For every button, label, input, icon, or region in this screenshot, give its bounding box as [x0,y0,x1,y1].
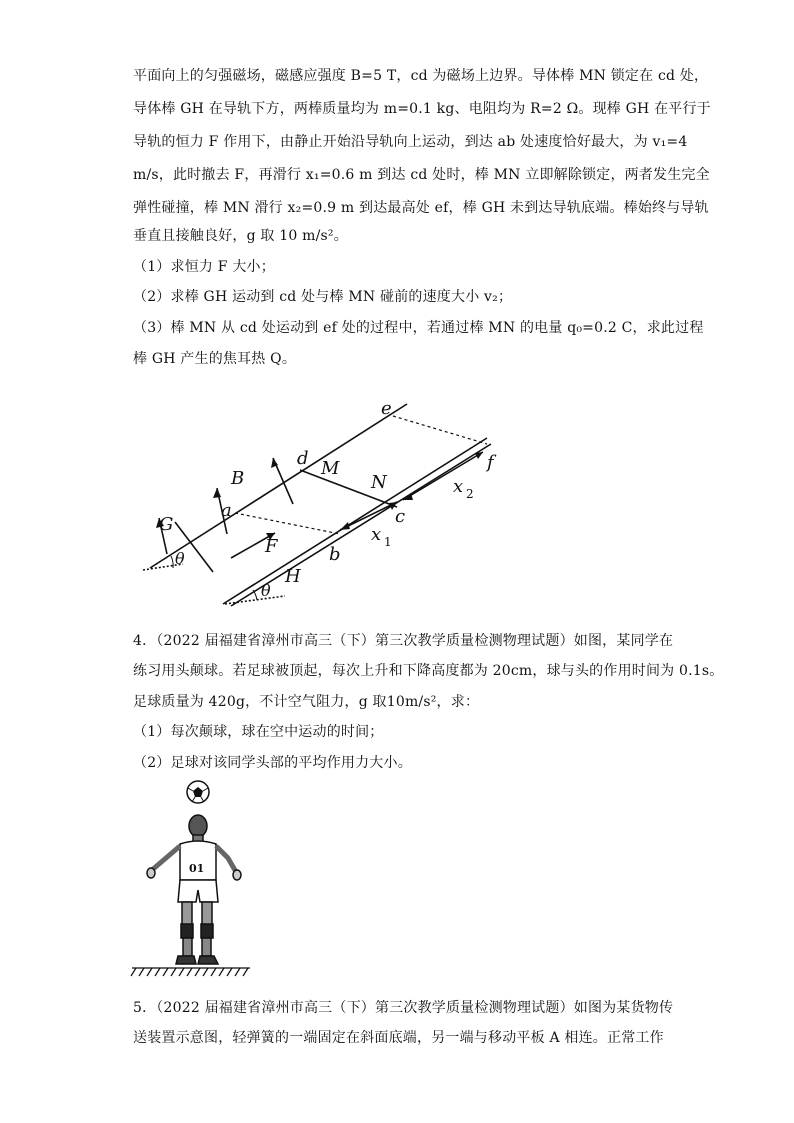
problem-3-line-3: 导轨的恒力 F 作用下，由静止开始沿导轨向上运动，到达 ab 处速度恰好最大，为 v₁=4 [133,134,688,150]
lower-rail [223,438,487,604]
field-b-arrowhead-1 [213,488,221,498]
problem-4-line-2: 练习用头颠球。若足球被顶起，每次上升和下降高度都为 20cm，球与头的作用时间为 0.1s。 [133,663,724,679]
label-g: G [159,514,174,535]
label-a: a [221,500,232,521]
x1-arrowhead-left [340,522,350,530]
label-x2: x [453,476,464,497]
label-e: e [381,398,392,419]
label-x1: x [371,524,382,545]
problem-3-question-3-cont: 棒 GH 产生的焦耳热 Q。 [133,351,297,367]
problem-3-line-2: 导体棒 GH 在导轨下方，两棒质量均为 m=0.1 kg、电阻均为 R=2 Ω。现棒 GH 在平行于 [133,101,711,117]
label-b-point: b [329,544,341,565]
problem-3-question-3: （3）棒 MN 从 cd 处运动到 ef 处的过程中，若通过棒 MN 的电量 q₀=0.2 C，求此过程 [133,320,704,336]
label-d: d [297,448,309,469]
label-m: M [321,458,340,479]
problem-3-line-6: 垂直且接触良好，g 取 10 m/s²。 [133,228,348,244]
jersey-number: 01 [189,862,205,875]
problem-4-question-2: （2）足球对该同学头部的平均作用力大小。 [133,755,412,771]
upper-rail [150,404,407,568]
problem-5-line-2: 送装置示意图，轻弹簧的一端固定在斜面底端，另一端与移动平板 A 相连。正常工作 [133,1030,664,1046]
rails-diagram [135,392,515,612]
ground-hatch [131,968,250,976]
label-theta-1: θ [175,549,185,568]
label-h: H [285,566,301,587]
ab-dashed-line [235,513,340,534]
player-icon [147,815,241,964]
label-x1-sub: 1 [384,535,392,549]
ef-dashed-line [393,416,487,444]
football-icon [187,781,209,803]
label-x2-sub: 2 [466,487,474,501]
problem-3-question-1: （1）求恒力 F 大小； [133,259,275,275]
label-f-force: F [265,536,278,557]
problem-3-line-4: m/s，此时撤去 F，再滑行 x₁=0.6 m 到达 cd 处时，棒 MN 立即解除锁定，两者发生完全 [133,167,710,183]
problem-5-line-1: 5．（2022 届福建省漳州市高三（下）第三次教学质量检测物理试题）如图为某货物传 [133,1000,674,1016]
label-f: f [487,452,494,473]
label-n: N [371,472,387,493]
label-c: c [395,506,406,527]
problem-3-line-5: 弹性碰撞，棒 MN 滑行 x₂=0.9 m 到达最高处 ef，棒 GH 未到达导轨底端。棒始终与导轨 [133,200,709,216]
football-player-figure [130,778,254,983]
problem-4-question-1: （1）每次颠球，球在空中运动的时间； [133,724,384,740]
problem-3-line-1: 平面向上的匀强磁场，磁感应强度 B=5 T，cd 为磁场上边界。导体棒 MN 锁定在 cd 处， [133,68,709,84]
label-theta-2: θ [261,581,271,600]
problem-4-line-1: 4．（2022 届福建省漳州市高三（下）第三次教学质量检测物理试题）如图，某同学在 [133,633,674,649]
problem-3-question-2: （2）求棒 GH 运动到 cd 处与棒 MN 碰前的速度大小 v₂； [133,289,513,305]
label-b-field: B [231,468,245,489]
problem-4-line-3: 足球质量为 420g，不计空气阻力，g 取10m/s²，求： [133,694,480,710]
